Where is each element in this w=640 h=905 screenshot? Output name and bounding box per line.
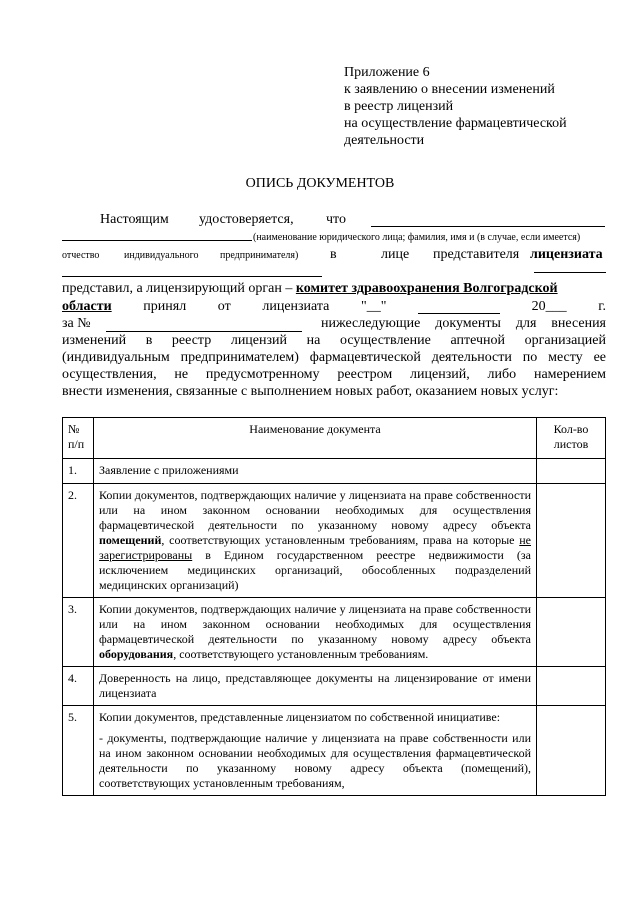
caption-word: отчество xyxy=(62,250,100,261)
table-row xyxy=(63,598,606,667)
row-count-cell[interactable] xyxy=(537,667,606,706)
row-num: 1. xyxy=(63,459,94,484)
row-count-cell[interactable] xyxy=(537,598,606,667)
row-num: 5. xyxy=(63,706,94,796)
intro-word: лицензиата xyxy=(530,247,603,262)
caption-word: предпринимателя) xyxy=(220,250,299,261)
appendix-line: деятельности xyxy=(344,133,425,148)
applicant-name-blank-2[interactable] xyxy=(62,240,252,241)
paragraph-line: внести изменения, связанные с выполнением новых работ, оказанием новых услуг: xyxy=(62,384,559,399)
paragraph-line: изменений в реестр лицензий на осуществление аптечной организацией xyxy=(62,333,606,348)
row-name xyxy=(94,484,537,598)
table-row xyxy=(63,667,606,706)
caption-word: индивидуального xyxy=(124,250,199,261)
row-text-bold: помещений xyxy=(99,533,162,547)
header-num: № п/п xyxy=(63,418,94,459)
paragraph-word: от xyxy=(217,299,231,314)
authority-name: комитет здравоохранения Волгоградской xyxy=(295,281,558,296)
paragraph-line xyxy=(62,299,606,315)
date-year: 20___ xyxy=(531,299,567,314)
paragraph-text: нижеследующие документы для внесения xyxy=(321,316,606,331)
row-text-bold: оборудования xyxy=(99,647,174,661)
row-text: Копии документов, подтверждающих наличие у лицензиата на праве собственности или на ином законном основании необходимых для осуществления фармацевтической деятельности по указанному новому адресу объекта xyxy=(99,602,531,646)
applicant-caption: (наименование юридического лица; фамилия, имя и (в случае, если имеется) xyxy=(253,232,581,243)
date-day: "__" xyxy=(361,299,387,314)
date-month-blank[interactable] xyxy=(418,299,500,314)
documents-table xyxy=(62,417,606,796)
registration-number-blank[interactable] xyxy=(106,331,302,332)
page-title: ОПИСЬ ДОКУМЕНТОВ xyxy=(245,176,395,191)
paragraph-word: за № xyxy=(62,316,91,331)
row-count-cell[interactable] xyxy=(537,484,606,598)
row-text-underlined: не зарегистрированы xyxy=(99,533,531,562)
appendix-line: на осуществление фармацевтической xyxy=(344,116,567,131)
row-text: Копии документов, подтверждающих наличие у лицензиата на праве собственности или на ином законном основании необходимых для осуществления фармацевтической деятельности по указанному новому адресу объекта xyxy=(99,488,531,532)
intro-word: лице xyxy=(381,247,410,262)
paragraph-word: лицензиата xyxy=(262,299,330,314)
row-num: 2. xyxy=(63,484,94,598)
intro-word: представителя xyxy=(433,247,520,262)
authority-name-cont: области xyxy=(62,299,112,314)
representative-blank[interactable] xyxy=(62,276,322,277)
row-text: , соответствующего установленным требованиям. xyxy=(173,647,429,661)
row-name: Доверенность на лицо, представляющее документы на лицензирование от имени лицензиата xyxy=(94,667,537,706)
appendix-line: в реестр лицензий xyxy=(344,99,454,114)
appendix-line: к заявлению о внесении изменений xyxy=(344,82,555,97)
row-text: в Едином государственном реестре недвижимости (за исключением медицинских организаций, обособленных подразделений медицинских организаций) xyxy=(99,548,531,592)
paragraph-line: осуществления, не предусмотренному реестром лицензий, либо намерением xyxy=(62,367,606,382)
intro-word: в xyxy=(330,247,337,262)
intro-word: удостоверяется, xyxy=(199,212,294,227)
row-text: Копии документов, представленные лицензиатом по собственной инициативе: xyxy=(99,710,501,724)
applicant-name-blank[interactable] xyxy=(371,226,605,227)
table-header-row xyxy=(63,418,606,459)
header-count: Кол-во листов xyxy=(537,418,606,459)
paragraph-line: (индивидуальным предпринимателем) фармацевтической деятельности по месту ее xyxy=(62,350,606,365)
appendix-header xyxy=(344,64,567,149)
table-row xyxy=(63,459,606,484)
row-name xyxy=(94,598,537,667)
row-count-cell[interactable] xyxy=(537,706,606,796)
row-text: , соответствующих установленным требованиям, права на которые xyxy=(161,533,520,547)
row-name: Заявление с приложениями xyxy=(94,459,537,484)
paragraph-line xyxy=(62,281,558,297)
row-text: - документы, подтверждающие наличие у лицензиата на праве собственности или на ином законном основании необходимых для осуществления фармацевтической деятельности по указанному новому адресу объекта (помещений), соответствующих установленным требованиям, xyxy=(99,731,531,790)
appendix-line: Приложение 6 xyxy=(344,65,430,80)
row-num: 4. xyxy=(63,667,94,706)
licensee-blank[interactable] xyxy=(534,272,606,273)
year-suffix: г. xyxy=(598,299,606,314)
row-count-cell[interactable] xyxy=(537,459,606,484)
header-name: Наименование документа xyxy=(94,418,537,459)
intro-word: Настоящим xyxy=(100,212,169,227)
row-num: 3. xyxy=(63,598,94,667)
table-row xyxy=(63,484,606,598)
paragraph-text: представил, а лицензирующий орган – xyxy=(62,281,296,296)
row-name xyxy=(94,706,537,796)
table-row xyxy=(63,706,606,796)
intro-word: что xyxy=(326,212,346,227)
paragraph-word: принял xyxy=(143,299,187,314)
